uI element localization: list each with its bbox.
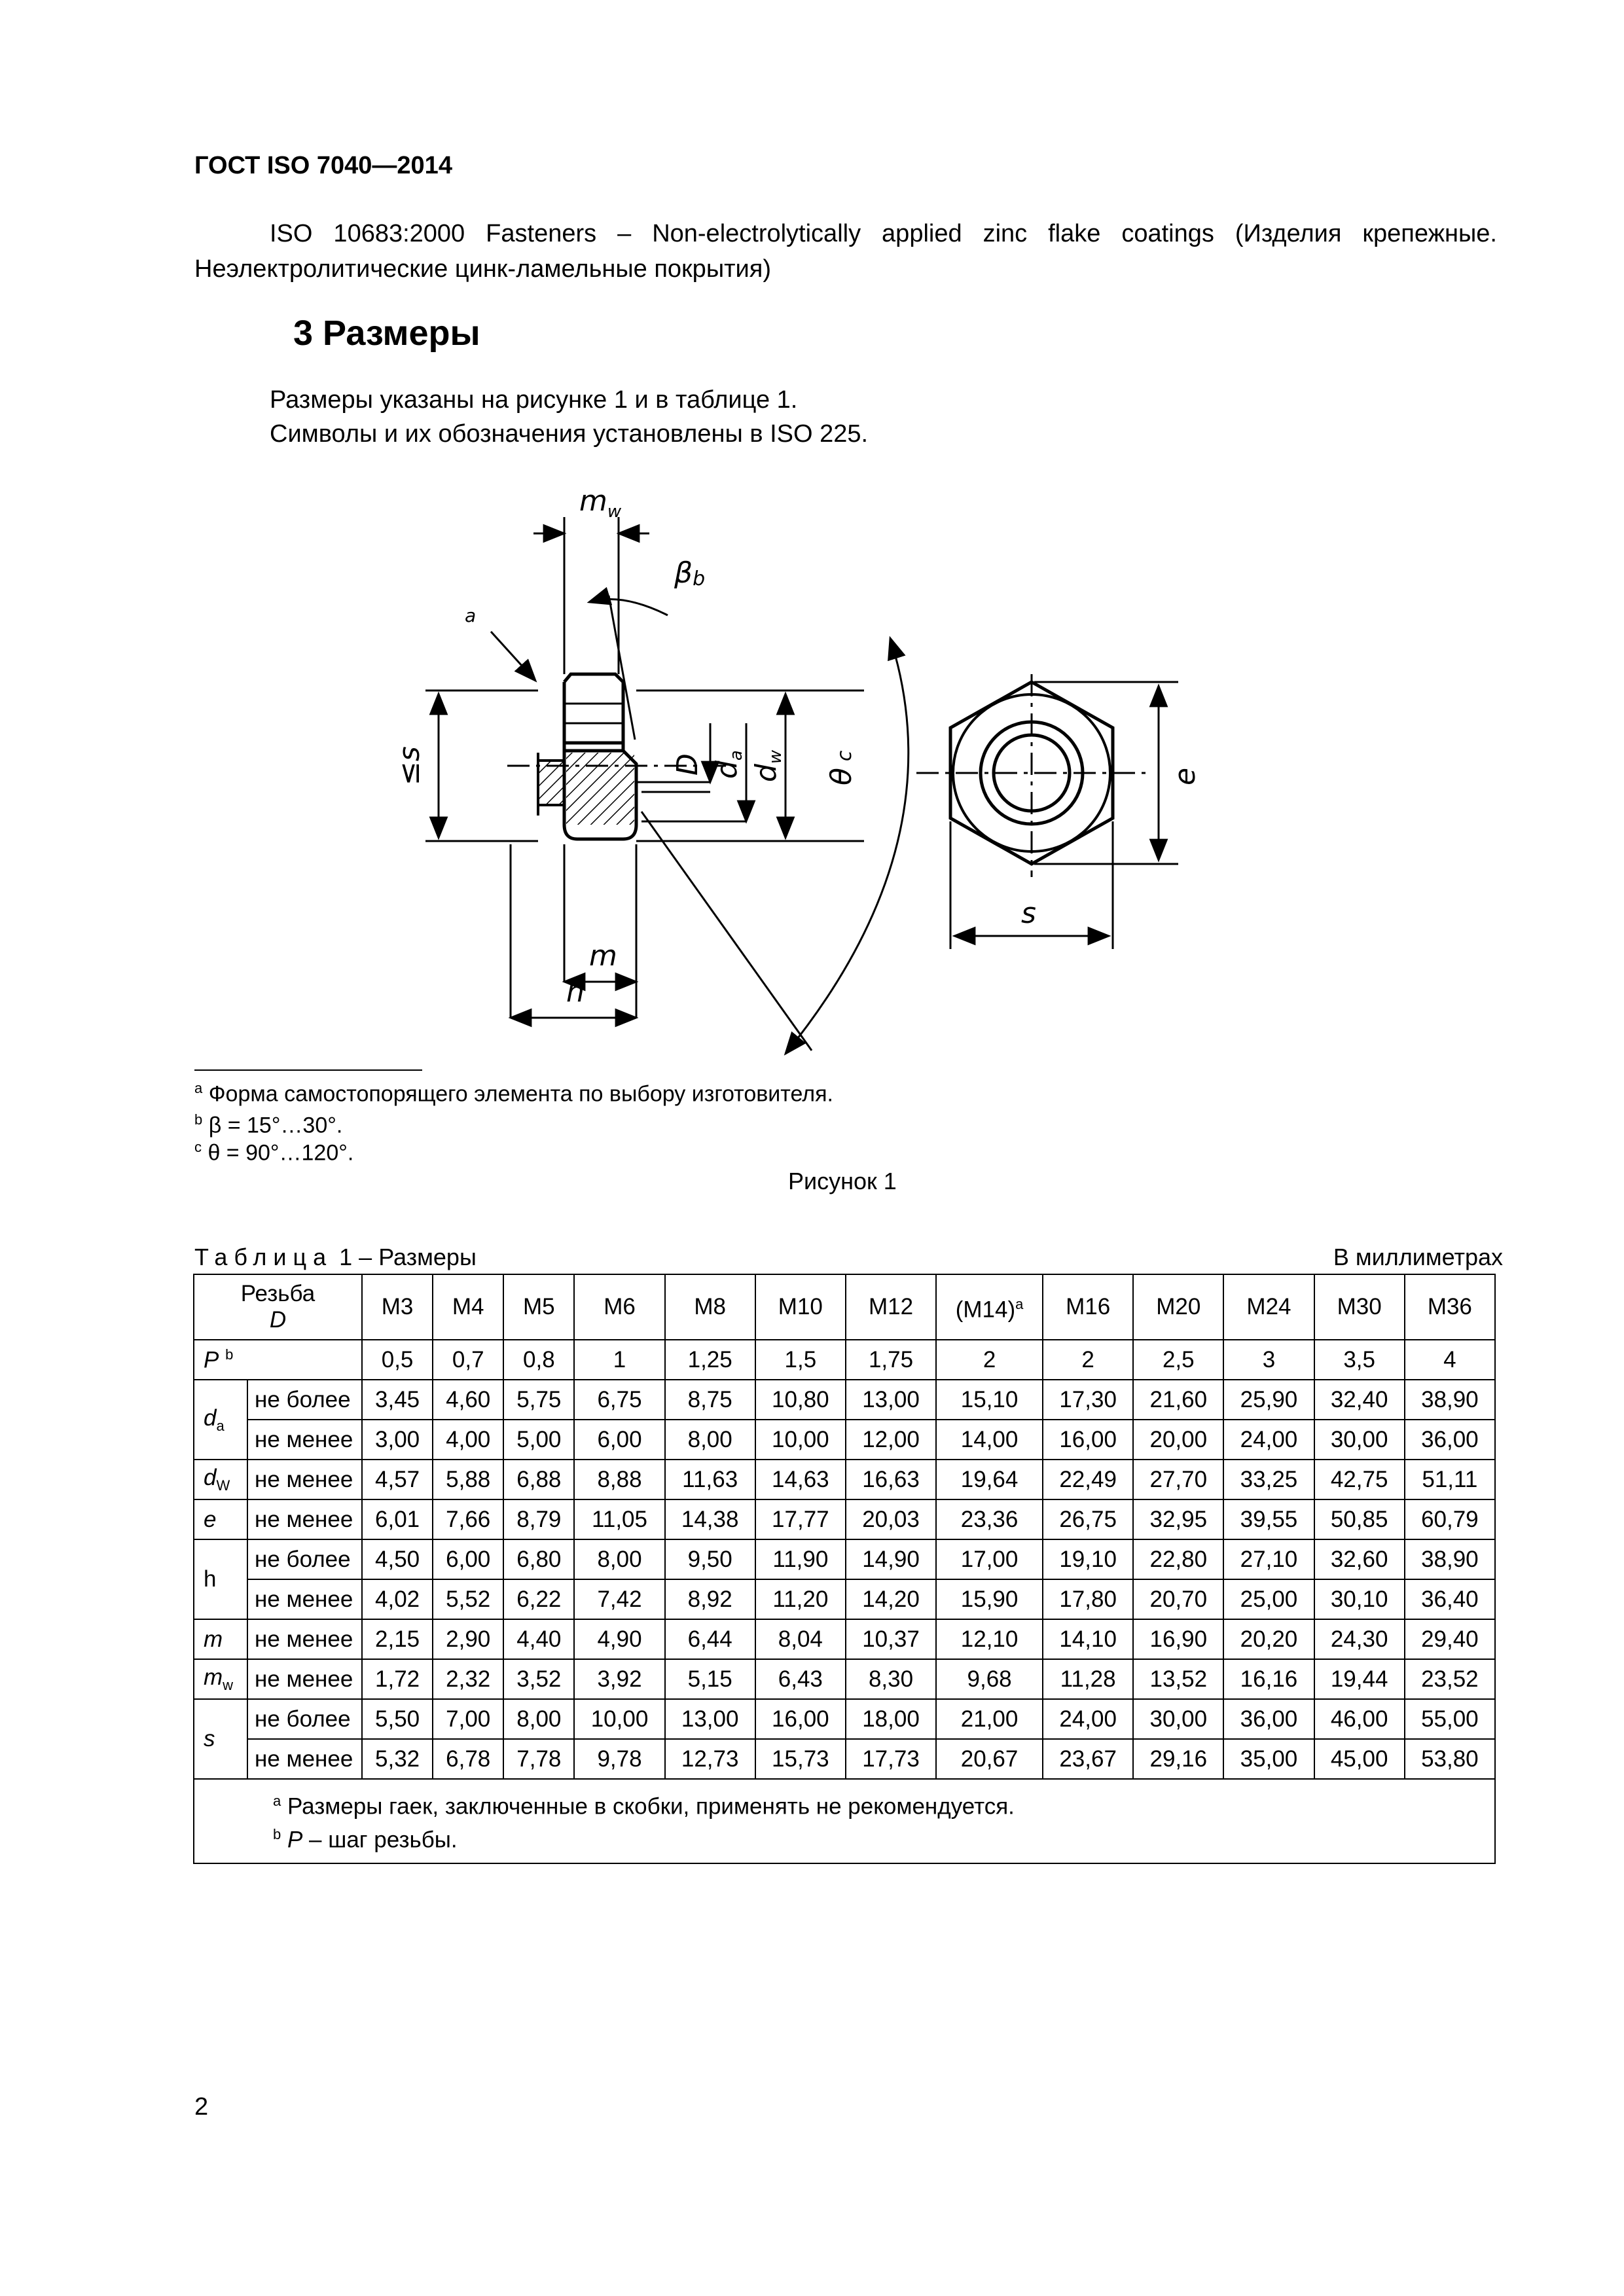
table-cell: 2,32	[433, 1659, 503, 1699]
table-row	[194, 1539, 1495, 1579]
qualifier-min: не менее	[247, 1579, 362, 1619]
reference-text: ISO 10683:2000 Fasteners – Non-electrolytically applied zinc flake coatings (Изделия крепежные. Неэлектролитические цинк-ламельные покрытия)	[194, 220, 1497, 283]
table-cell: 1,72	[362, 1659, 433, 1699]
table-cell: 14,10	[1043, 1619, 1133, 1659]
pitch-symbol: P $^b$	[194, 1340, 362, 1380]
table-row	[194, 1420, 1495, 1460]
mw-symbol: $m_w$	[194, 1659, 247, 1699]
table-row	[194, 1460, 1495, 1499]
table-cell: 5,00	[503, 1420, 574, 1460]
table-cell: 3,45	[362, 1380, 433, 1420]
size-M5: M5	[503, 1274, 574, 1340]
e-symbol: e	[194, 1499, 247, 1539]
table-cell: 14,90	[846, 1539, 936, 1579]
label-mw: $m_w$	[579, 484, 622, 522]
table-cell: 9,68	[936, 1659, 1043, 1699]
table-cell: 6,75	[574, 1380, 664, 1420]
size-M14: $(M14)^a$	[936, 1274, 1043, 1340]
table-cell: 8,79	[503, 1499, 574, 1539]
qualifier-min: не менее	[247, 1499, 362, 1539]
intro-line-1: Размеры указаны на рисунке 1 и в таблице 1.	[270, 386, 798, 414]
size-M16: M16	[1043, 1274, 1133, 1340]
size-M3: M3	[362, 1274, 433, 1340]
table-cell: 23,36	[936, 1499, 1043, 1539]
table-cell: 2,15	[362, 1619, 433, 1659]
table-cell: 3	[1223, 1340, 1314, 1380]
table-cell: 17,73	[846, 1739, 936, 1779]
table-cell: 24,00	[1223, 1420, 1314, 1460]
table-cell: 17,00	[936, 1539, 1043, 1579]
table-cell: 4,00	[433, 1420, 503, 1460]
table-cell: 6,78	[433, 1739, 503, 1779]
table-cell: 22,80	[1133, 1539, 1223, 1579]
size-M8: M8	[665, 1274, 755, 1340]
label-s: s	[1021, 897, 1036, 930]
table-cell: 17,30	[1043, 1380, 1133, 1420]
table-cell: 38,90	[1405, 1539, 1495, 1579]
table-cell: 27,10	[1223, 1539, 1314, 1579]
s-symbol: s	[194, 1699, 247, 1779]
table-cell: 21,60	[1133, 1380, 1223, 1420]
table-cell: 23,67	[1043, 1739, 1133, 1779]
table-cell: 3,5	[1314, 1340, 1405, 1380]
table-cell: 60,79	[1405, 1499, 1495, 1539]
table-cell: 12,00	[846, 1420, 936, 1460]
table-cell: 45,00	[1314, 1739, 1405, 1779]
label-theta: θc	[825, 750, 858, 785]
table-cell: 0,5	[362, 1340, 433, 1380]
label-a: a	[465, 605, 477, 626]
table-cell: 6,22	[503, 1579, 574, 1619]
table-units: В миллиметрах	[1333, 1244, 1503, 1270]
table-caption: Таблица 1 – Размеры	[194, 1244, 477, 1270]
table-cell: 29,40	[1405, 1619, 1495, 1659]
table-cell: 3,00	[362, 1420, 433, 1460]
qualifier-max: не более	[247, 1380, 362, 1420]
table-cell: 5,32	[362, 1739, 433, 1779]
table-cell: 1	[574, 1340, 664, 1380]
table-cell: 1,5	[755, 1340, 846, 1380]
size-M10: M10	[755, 1274, 846, 1340]
table-row	[194, 1380, 1495, 1420]
qualifier-min: не менее	[247, 1659, 362, 1699]
table-row	[194, 1619, 1495, 1659]
figure-footnote-a: $^a$ Форма самостопорящего элемента по выбору изготовителя.	[194, 1080, 833, 1107]
table-cell: 42,75	[1314, 1460, 1405, 1499]
table-row	[194, 1699, 1495, 1739]
dw-symbol: $d_W$	[194, 1460, 247, 1499]
table-cell: 20,00	[1133, 1420, 1223, 1460]
m-symbol: m	[194, 1619, 247, 1659]
table-cell: 19,44	[1314, 1659, 1405, 1699]
table-cell: 4,60	[433, 1380, 503, 1420]
table-row	[194, 1579, 1495, 1619]
table-cell: 38,90	[1405, 1380, 1495, 1420]
table-cell: 0,8	[503, 1340, 574, 1380]
table-cell: 22,49	[1043, 1460, 1133, 1499]
table-cell: 26,75	[1043, 1499, 1133, 1539]
table-cell: 19,64	[936, 1460, 1043, 1499]
table-cell: 6,43	[755, 1659, 846, 1699]
table-cell: 13,00	[665, 1699, 755, 1739]
table-cell: 2	[936, 1340, 1043, 1380]
table-cell: 6,88	[503, 1460, 574, 1499]
table-cell: 50,85	[1314, 1499, 1405, 1539]
qualifier-min: не менее	[247, 1460, 362, 1499]
nut-side-view	[538, 674, 636, 839]
table-cell: 14,20	[846, 1579, 936, 1619]
table-cell: 25,90	[1223, 1380, 1314, 1420]
table-cell: 8,04	[755, 1619, 846, 1659]
table-cell: 3,92	[574, 1659, 664, 1699]
table-cell: 32,40	[1314, 1380, 1405, 1420]
table-cell: 8,00	[503, 1699, 574, 1739]
table-cell: 4,02	[362, 1579, 433, 1619]
document-code: ГОСТ ISO 7040—2014	[194, 152, 452, 179]
figure-footnote-b: $^b$ β = 15°…30°.	[194, 1111, 343, 1138]
section-title: 3 Размеры	[293, 314, 480, 353]
table-cell: 23,52	[1405, 1659, 1495, 1699]
table-cell: 6,44	[665, 1619, 755, 1659]
size-M12: M12	[846, 1274, 936, 1340]
table-cell: 16,00	[1043, 1420, 1133, 1460]
table-cell: 11,90	[755, 1539, 846, 1579]
table-cell: 11,63	[665, 1460, 755, 1499]
label-beta: βb	[674, 556, 706, 590]
table-cell: 30,10	[1314, 1579, 1405, 1619]
table-note-b: $^b$ P – шаг резьбы.	[273, 1825, 458, 1853]
table-cell: 2,5	[1133, 1340, 1223, 1380]
table-row	[194, 1659, 1495, 1699]
table-cell: 29,16	[1133, 1739, 1223, 1779]
table-cell: 33,25	[1223, 1460, 1314, 1499]
table-note-a: $^a$ Размеры гаек, заключенные в скобки, применять не рекомендуется.	[273, 1793, 1015, 1820]
table-cell: 11,28	[1043, 1659, 1133, 1699]
table-cell: 1,25	[665, 1340, 755, 1380]
table-cell: 7,66	[433, 1499, 503, 1539]
table-cell: 53,80	[1405, 1739, 1495, 1779]
qualifier-max: не более	[247, 1539, 362, 1579]
size-M36: M36	[1405, 1274, 1495, 1340]
qualifier-max: не более	[247, 1699, 362, 1739]
table-cell: 11,05	[574, 1499, 664, 1539]
table-cell: 16,90	[1133, 1619, 1223, 1659]
table-cell: 32,95	[1133, 1499, 1223, 1539]
table-cell: 17,77	[755, 1499, 846, 1539]
table-cell: 10,37	[846, 1619, 936, 1659]
table-cell: 21,00	[936, 1699, 1043, 1739]
table-cell: 36,40	[1405, 1579, 1495, 1619]
figure-footnote-c: $^c$ θ = 90°…120°.	[194, 1139, 354, 1166]
table-cell: 6,00	[433, 1539, 503, 1579]
table-cell: 55,00	[1405, 1699, 1495, 1739]
table-cell: 10,00	[574, 1699, 664, 1739]
label-da: da	[710, 750, 746, 779]
label-h: h	[566, 975, 585, 1009]
table-row	[194, 1340, 1495, 1380]
size-M20: M20	[1133, 1274, 1223, 1340]
table-notes	[194, 1779, 1495, 1863]
table-cell: 0,7	[433, 1340, 503, 1380]
table-cell: 8,00	[665, 1420, 755, 1460]
table-cell: 39,55	[1223, 1499, 1314, 1539]
table-cell: 15,10	[936, 1380, 1043, 1420]
table-cell: 4,40	[503, 1619, 574, 1659]
qualifier-min: не менее	[247, 1619, 362, 1659]
size-M24: M24	[1223, 1274, 1314, 1340]
table-cell: 10,00	[755, 1420, 846, 1460]
table-cell: 17,80	[1043, 1579, 1133, 1619]
figure-caption: Рисунок 1	[788, 1168, 897, 1194]
table-cell: 5,50	[362, 1699, 433, 1739]
table-cell: 7,00	[433, 1699, 503, 1739]
table-cell: 2	[1043, 1340, 1133, 1380]
table-cell: 16,16	[1223, 1659, 1314, 1699]
size-M30: M30	[1314, 1274, 1405, 1340]
table-cell: 15,90	[936, 1579, 1043, 1619]
table-cell: 4,57	[362, 1460, 433, 1499]
table-cell: 6,01	[362, 1499, 433, 1539]
table-cell: 20,03	[846, 1499, 936, 1539]
table-cell: 5,15	[665, 1659, 755, 1699]
table-cell: 5,75	[503, 1380, 574, 1420]
thread-header: Резьба D	[194, 1274, 362, 1340]
table-cell: 36,00	[1405, 1420, 1495, 1460]
table-cell: 4	[1405, 1340, 1495, 1380]
table-cell: 14,38	[665, 1499, 755, 1539]
table-cell: 7,78	[503, 1739, 574, 1779]
table-cell: 13,00	[846, 1380, 936, 1420]
table-cell: 6,80	[503, 1539, 574, 1579]
table-cell: 16,63	[846, 1460, 936, 1499]
table-cell: 30,00	[1133, 1699, 1223, 1739]
table-cell: 4,50	[362, 1539, 433, 1579]
size-M4: M4	[433, 1274, 503, 1340]
extension-lines	[425, 517, 864, 1050]
nut-drawing	[393, 478, 1322, 1067]
size-M6: M6	[574, 1274, 664, 1340]
table-cell: 18,00	[846, 1699, 936, 1739]
table-cell: 35,00	[1223, 1739, 1314, 1779]
dimensions-table	[193, 1274, 1496, 1864]
table-cell: 13,52	[1133, 1659, 1223, 1699]
table-cell: 12,10	[936, 1619, 1043, 1659]
table-cell: 27,70	[1133, 1460, 1223, 1499]
h-symbol: h	[194, 1539, 247, 1619]
table-notes-row	[194, 1779, 1495, 1863]
reference-paragraph	[194, 216, 1497, 287]
table-cell: 4,90	[574, 1619, 664, 1659]
table-cell: 24,30	[1314, 1619, 1405, 1659]
table-cell: 14,63	[755, 1460, 846, 1499]
table-cell: 46,00	[1314, 1699, 1405, 1739]
nut-front-view	[916, 674, 1178, 949]
table-cell: 16,00	[755, 1699, 846, 1739]
table-cell: 5,52	[433, 1579, 503, 1619]
table-cell: 2,90	[433, 1619, 503, 1659]
table-cell: 9,50	[665, 1539, 755, 1579]
table-cell: 51,11	[1405, 1460, 1495, 1499]
table-cell: 19,10	[1043, 1539, 1133, 1579]
label-e: e	[1168, 767, 1202, 785]
table-cell: 8,75	[665, 1380, 755, 1420]
table-row	[194, 1499, 1495, 1539]
table-cell: 7,42	[574, 1579, 664, 1619]
table-cell: 12,73	[665, 1739, 755, 1779]
table-cell: 36,00	[1223, 1699, 1314, 1739]
qualifier-min: не менее	[247, 1739, 362, 1779]
label-dw: dw	[749, 749, 785, 782]
table-cell: 9,78	[574, 1739, 664, 1779]
table-cell: 8,00	[574, 1539, 664, 1579]
table-cell: 32,60	[1314, 1539, 1405, 1579]
table-cell: 8,88	[574, 1460, 664, 1499]
table-cell: 3,52	[503, 1659, 574, 1699]
table-header-row	[194, 1274, 1495, 1340]
table-cell: 5,88	[433, 1460, 503, 1499]
intro-line-2: Символы и их обозначения установлены в ISO 225.	[270, 420, 869, 448]
table-cell: 1,75	[846, 1340, 936, 1380]
table-cell: 11,20	[755, 1579, 846, 1619]
label-s-max: ≤s	[393, 746, 426, 785]
table-cell: 20,67	[936, 1739, 1043, 1779]
label-m: m	[589, 939, 617, 973]
table-cell: 20,20	[1223, 1619, 1314, 1659]
table-cell: 14,00	[936, 1420, 1043, 1460]
footnote-rule	[194, 1069, 422, 1071]
table-cell: 6,00	[574, 1420, 664, 1460]
table-row	[194, 1739, 1495, 1779]
table-cell: 20,70	[1133, 1579, 1223, 1619]
table-cell: 8,30	[846, 1659, 936, 1699]
table-cell: 10,80	[755, 1380, 846, 1420]
table-cell: 25,00	[1223, 1579, 1314, 1619]
page-number: 2	[194, 2093, 209, 2121]
qualifier-min: не менее	[247, 1420, 362, 1460]
label-D: D	[671, 753, 704, 776]
table-cell: 15,73	[755, 1739, 846, 1779]
table-cell: 8,92	[665, 1579, 755, 1619]
dimension-lines	[439, 533, 909, 1054]
table-cell: 24,00	[1043, 1699, 1133, 1739]
da-symbol: $d_a$	[194, 1380, 247, 1460]
table-cell: 30,00	[1314, 1420, 1405, 1460]
